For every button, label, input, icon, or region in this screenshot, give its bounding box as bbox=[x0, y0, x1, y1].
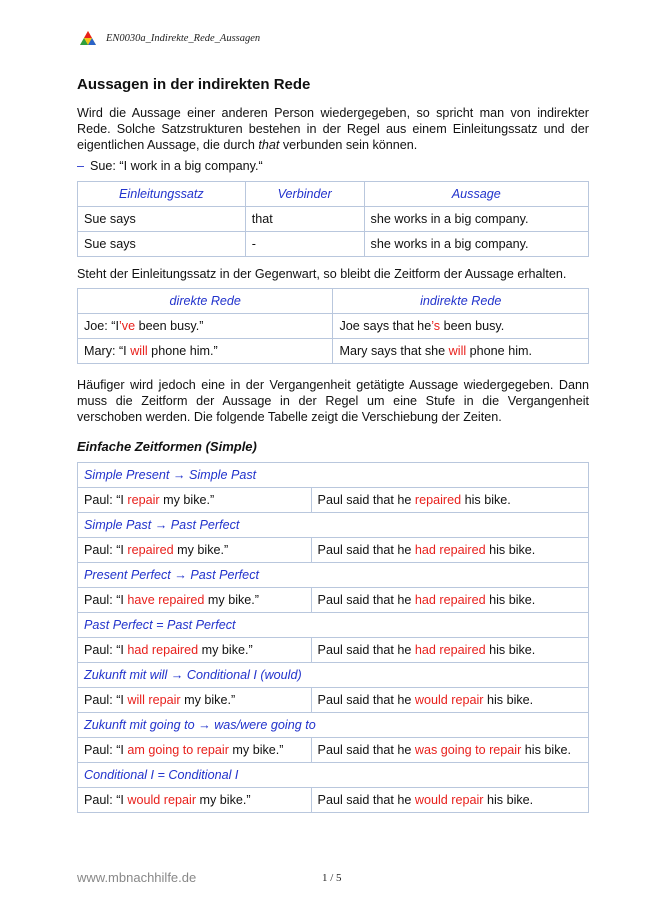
tense-shift-title: Past Perfect = Past Perfect bbox=[78, 613, 589, 638]
highlight: will bbox=[130, 344, 148, 358]
highlight: would repair bbox=[414, 793, 484, 807]
header-indirekte-rede: indirekte Rede bbox=[333, 289, 589, 314]
reported-speech-cell: Paul said that he would repair his bike. bbox=[311, 788, 588, 813]
table-cell: that bbox=[245, 207, 364, 232]
intro-text-1: Wird die Aussage einer anderen Person wiedergegeben, so spricht man von indirekter Rede. Solche Satzstrukturen bestehen in der Regel aus einem Einleitungssatz und der eigentlichen Aussage, die durch bbox=[77, 106, 589, 152]
table-row bbox=[78, 232, 589, 257]
document-id: EN0030a_Indirekte_Rede_Aussagen bbox=[106, 32, 261, 44]
table-row bbox=[78, 788, 589, 813]
direct-speech-cell: Paul: “I am going to repair my bike.” bbox=[78, 738, 312, 763]
table-cell: - bbox=[245, 232, 364, 257]
tense-shift-title: Zukunft mit going to → was/were going to bbox=[78, 713, 589, 738]
table-row bbox=[78, 638, 589, 663]
tense-title-row bbox=[78, 763, 589, 788]
table-cell: Joe: “I’ve been busy.” bbox=[78, 314, 333, 339]
highlight: am going to repair bbox=[127, 743, 229, 757]
reported-speech-cell: Paul said that he had repaired his bike. bbox=[311, 588, 588, 613]
reported-speech-cell: Paul said that he repaired his bike. bbox=[311, 488, 588, 513]
tense-shift-title: Zukunft mit will → Conditional I (would) bbox=[78, 663, 589, 688]
table-row bbox=[78, 488, 589, 513]
highlight: would repair bbox=[127, 793, 197, 807]
reported-speech-cell: Paul said that he would repair his bike. bbox=[311, 688, 588, 713]
tense-title-row bbox=[78, 513, 589, 538]
highlight: ’ve bbox=[119, 319, 136, 333]
page-content bbox=[77, 76, 589, 813]
example-sentence bbox=[77, 158, 589, 174]
tense-title-row bbox=[78, 463, 589, 488]
highlight: had repaired bbox=[414, 593, 486, 607]
table-cell: Joe says that he’s been busy. bbox=[333, 314, 589, 339]
table-cell: she works in a big company. bbox=[364, 232, 588, 257]
direct-speech-cell: Paul: “I have repaired my bike.” bbox=[78, 588, 312, 613]
header-einleitungssatz: Einleitungssatz bbox=[78, 182, 246, 207]
page-title: Aussagen in der indirekten Rede bbox=[77, 76, 311, 93]
footer-url: www.mbnachhilfe.de bbox=[77, 870, 197, 885]
tense-title-row bbox=[78, 613, 589, 638]
table-cell: Sue says bbox=[78, 232, 246, 257]
highlight: would repair bbox=[414, 693, 484, 707]
tense-shift-table bbox=[77, 462, 589, 813]
present-tense-paragraph: Steht der Einleitungssatz in der Gegenwart, so bleibt die Zeitform der Aussage erhalten. bbox=[77, 267, 567, 281]
logo-icon bbox=[80, 31, 96, 45]
past-tense-paragraph: Häufiger wird jedoch eine in der Vergangenheit getätigte Aussage wiedergegeben. Dann muss die Zeitform der Aussage in der Regel um eine Stufe in die Vergangenheit verschoben werden. Die folgende Tabelle zeigt die Verschiebung der Zeiten. bbox=[77, 378, 589, 424]
table-header-row bbox=[78, 182, 589, 207]
tense-shift-title: Present Perfect → Past Perfect bbox=[78, 563, 589, 588]
highlight: have repaired bbox=[127, 593, 205, 607]
table-row bbox=[78, 688, 589, 713]
highlight: will bbox=[448, 344, 467, 358]
section-title: Einfache Zeitformen (Simple) bbox=[77, 439, 257, 454]
header-aussage: Aussage bbox=[364, 182, 588, 207]
highlight: was going to repair bbox=[414, 743, 522, 757]
intro-keyword: that bbox=[258, 138, 280, 152]
intro-paragraph bbox=[77, 105, 589, 153]
structure-table bbox=[77, 181, 589, 257]
reported-speech-cell: Paul said that he was going to repair his bike. bbox=[311, 738, 588, 763]
reported-speech-cell: Paul said that he had repaired his bike. bbox=[311, 538, 588, 563]
highlight: had repaired bbox=[414, 643, 486, 657]
table-header-row bbox=[78, 289, 589, 314]
table-row bbox=[78, 538, 589, 563]
highlight: repair bbox=[127, 493, 160, 507]
dash-bullet: – bbox=[77, 159, 85, 173]
direct-speech-cell: Paul: “I repair my bike.” bbox=[78, 488, 312, 513]
table-row bbox=[78, 738, 589, 763]
table-cell: Mary says that she will phone him. bbox=[333, 339, 589, 364]
highlight: ’s bbox=[431, 319, 441, 333]
example-text: Sue: “I work in a big company.“ bbox=[90, 159, 263, 173]
direct-speech-cell: Paul: “I would repair my bike.” bbox=[78, 788, 312, 813]
tense-title-row bbox=[78, 563, 589, 588]
header-direkte-rede: direkte Rede bbox=[78, 289, 333, 314]
table-cell: she works in a big company. bbox=[364, 207, 588, 232]
page-number: 1 / 5 bbox=[322, 872, 342, 884]
highlight: repaired bbox=[414, 493, 462, 507]
table-row bbox=[78, 588, 589, 613]
highlight: had repaired bbox=[127, 643, 199, 657]
table-cell: Sue says bbox=[78, 207, 246, 232]
highlight: will repair bbox=[127, 693, 181, 707]
reported-speech-cell: Paul said that he had repaired his bike. bbox=[311, 638, 588, 663]
tense-shift-title: Conditional I = Conditional I bbox=[78, 763, 589, 788]
tense-title-row bbox=[78, 663, 589, 688]
highlight: had repaired bbox=[414, 543, 486, 557]
direct-indirect-table bbox=[77, 288, 589, 364]
tense-shift-title: Simple Present → Simple Past bbox=[78, 463, 589, 488]
table-row bbox=[78, 339, 589, 364]
intro-text-2: verbunden sein können. bbox=[279, 138, 418, 152]
document-header bbox=[80, 30, 260, 46]
table-cell: Mary: “I will phone him.” bbox=[78, 339, 333, 364]
table-row bbox=[78, 314, 589, 339]
tense-shift-title: Simple Past → Past Perfect bbox=[78, 513, 589, 538]
highlight: repaired bbox=[127, 543, 174, 557]
header-verbinder: Verbinder bbox=[245, 182, 364, 207]
direct-speech-cell: Paul: “I repaired my bike.” bbox=[78, 538, 312, 563]
tense-title-row bbox=[78, 713, 589, 738]
direct-speech-cell: Paul: “I had repaired my bike.” bbox=[78, 638, 312, 663]
table-row bbox=[78, 207, 589, 232]
direct-speech-cell: Paul: “I will repair my bike.” bbox=[78, 688, 312, 713]
